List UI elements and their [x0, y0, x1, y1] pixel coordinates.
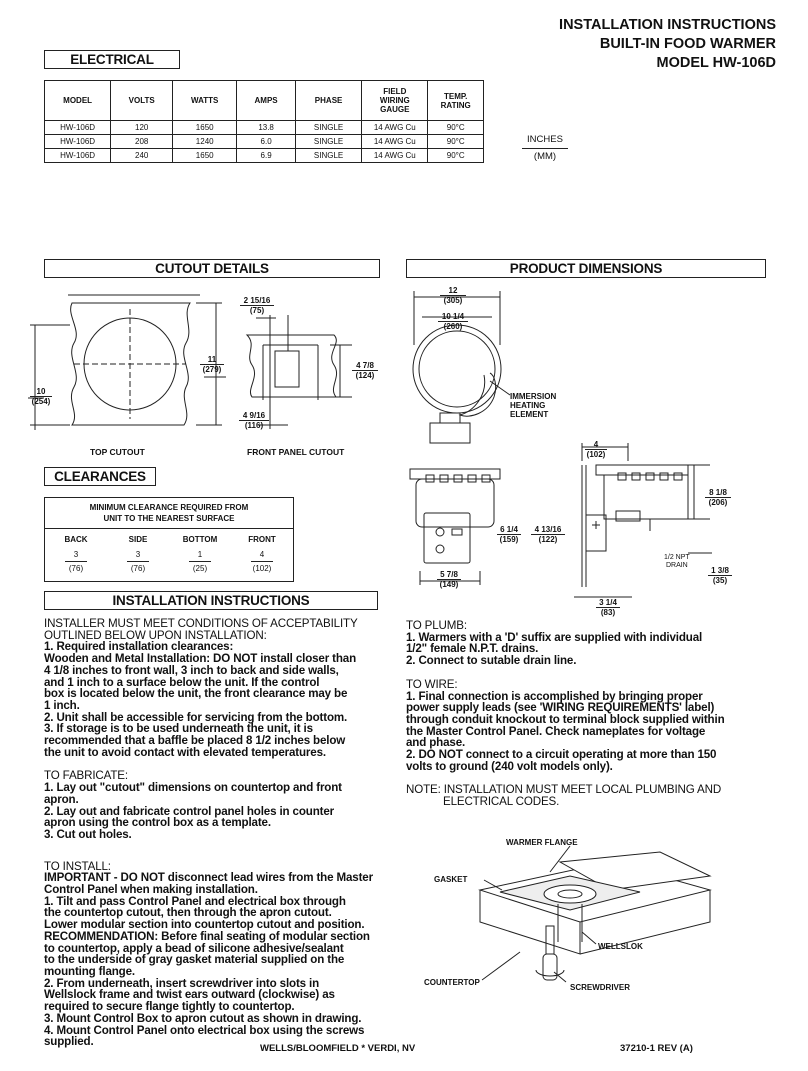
table-cell: 6.9 — [237, 149, 296, 163]
clearance-mm: (102) — [252, 564, 272, 573]
dim-3-1-4 — [596, 598, 620, 617]
fabricate-heading: TO FABRICATE: — [44, 769, 128, 783]
table-cell: 90°C — [428, 149, 484, 163]
left-instructions — [44, 618, 394, 1048]
dim-4-9-16-mm: (116) — [239, 420, 269, 430]
clearance-label: BOTTOM — [182, 535, 218, 544]
units-mm: (MM) — [533, 151, 557, 162]
dim-11 — [200, 355, 224, 374]
table-row — [45, 121, 484, 135]
install-line: required to secure flange tightly to countertop. — [44, 1000, 295, 1014]
plumb-line: 2. Connect to sutable drain line. — [406, 654, 577, 668]
wellslok-label: WELLSLOK — [598, 942, 643, 951]
clearance-side — [113, 535, 163, 573]
dim-2-15-16-in: 2 15/16 — [243, 296, 271, 305]
clearances-box — [44, 497, 294, 582]
clearance-front — [237, 535, 287, 573]
table-cell: 6.0 — [237, 135, 296, 149]
table-cell: 14 AWG Cu — [362, 149, 428, 163]
table-cell: 208 — [111, 135, 173, 149]
col-header-volts: VOLTS — [111, 81, 173, 121]
clearance-text-line: recommended that a baffle be placed 8 1/2 inches below — [44, 734, 346, 748]
table-cell: HW-106D — [45, 149, 111, 163]
dim-2-15-16 — [240, 296, 274, 315]
heating-element — [460, 373, 496, 416]
install-line: to countertop, apply a bead of silicone adhesive/sealant — [44, 941, 344, 955]
front-panel-cutout-caption: FRONT PANEL CUTOUT — [247, 447, 345, 457]
table-cell: 14 AWG Cu — [362, 121, 428, 135]
install-line: 2. From underneath, insert screwdriver into slots in — [44, 976, 320, 990]
install-line: Wellslock frame and twist ears outward (clockwise) as — [44, 988, 335, 1002]
install-line: IMPORTANT - DO NOT disconnect lead wires from the Master — [44, 871, 373, 885]
dim-2-15-16-mm: (75) — [240, 305, 274, 315]
table-cell: 13.8 — [237, 121, 296, 135]
dim-1-3-8-mm: (35) — [708, 575, 732, 585]
dim-6-1-4-mm: (159) — [497, 534, 521, 544]
drain-line-2: DRAIN — [665, 562, 688, 569]
table-cell: HW-106D — [45, 121, 111, 135]
document-title — [559, 16, 776, 73]
dim-6-1-4-in: 6 1/4 — [500, 525, 518, 534]
dim-3-1-4-in: 3 1/4 — [599, 598, 617, 607]
dim-4-13-16-mm: (122) — [531, 534, 565, 544]
table-row — [45, 135, 484, 149]
table-cell: 240 — [111, 149, 173, 163]
install-line: Control Panel when making installation. — [44, 883, 258, 897]
dim-8-1-8 — [705, 488, 731, 507]
clearance-label: BACK — [64, 535, 88, 544]
product-dimensions-header: PRODUCT DIMENSIONS — [406, 259, 766, 278]
screwdriver-shaft — [546, 926, 554, 954]
clearance-back — [51, 535, 101, 573]
installation-instructions-header: INSTALLATION INSTRUCTIONS — [44, 591, 378, 610]
gasket-label: GASKET — [434, 875, 468, 884]
dim-10 — [30, 387, 52, 406]
footer-company: WELLS/BLOOMFIELD * VERDI, NV — [260, 1043, 416, 1054]
flange-diagram — [410, 832, 740, 1002]
dim-10-in: 10 — [36, 387, 46, 396]
front-panel-outline — [247, 335, 337, 397]
install-line: mounting flange. — [44, 964, 135, 978]
countertop-label: COUNTERTOP — [424, 978, 480, 987]
table-header-row — [45, 81, 484, 121]
wire-line: 1. Final connection is accomplished by bringing proper — [406, 689, 703, 703]
electrical-table — [44, 80, 484, 163]
dim-4-13-16-in: 4 13/16 — [534, 525, 562, 534]
dim-12 — [440, 286, 466, 305]
table-cell: HW-106D — [45, 135, 111, 149]
clearance-text-line: 4 1/8 inches to front wall, 3 inch to back and side walls, — [44, 663, 339, 677]
immersion-line-3: ELEMENT — [510, 410, 549, 419]
fabricate-line: 2. Lay out and fabricate control panel holes in counter — [44, 804, 335, 818]
dim-12-mm: (305) — [440, 295, 466, 305]
dim-4-in: 4 — [593, 440, 599, 449]
dim-5-7-8-mm: (149) — [437, 579, 461, 589]
table-cell: SINGLE — [295, 135, 361, 149]
clearances-title-line-2: UNIT TO THE NEAREST SURFACE — [103, 514, 235, 523]
wellslok-ring — [544, 885, 596, 903]
install-line: RECOMMENDATION: Before final seating of modular section — [44, 929, 370, 943]
dim-10-1-4-in: 10 1/4 — [441, 312, 465, 321]
intro-line: INSTALLER MUST MEET CONDITIONS OF ACCEPTABILITY — [44, 617, 358, 630]
clearance-text-line: 1 inch. — [44, 698, 80, 712]
clearance-mm: (76) — [130, 564, 146, 573]
cutout-drawings — [0, 285, 400, 465]
clearance-mm: (25) — [192, 564, 208, 573]
clearance-text-line: 1. Required installation clearances: — [44, 640, 234, 654]
fabricate-line: apron using the control box as a template. — [44, 816, 271, 830]
electrical-header: ELECTRICAL — [44, 50, 180, 69]
fabricate-line: 3. Cut out holes. — [44, 827, 132, 841]
units-legend — [522, 132, 568, 165]
note-line: ELECTRICAL CODES. — [443, 795, 560, 809]
dim-6-1-4 — [497, 525, 521, 544]
wire-line: volts to ground (240 volt models only). — [406, 759, 613, 773]
col-header-phase: PHASE — [295, 81, 361, 121]
install-line: Lower modular section into countertop cutout and position. — [44, 918, 365, 932]
fabricate-line: 1. Lay out "cutout" dimensions on countertop and front — [44, 781, 342, 795]
right-instructions — [406, 620, 766, 808]
table-cell: 90°C — [428, 135, 484, 149]
footer-doc-number: 37210-1 REV (A) — [620, 1043, 693, 1054]
dim-5-7-8-in: 5 7/8 — [440, 570, 458, 579]
clearance-text-line: box is located below the unit, the front clearance may be — [44, 687, 348, 701]
immersion-label — [510, 392, 556, 419]
control-neck-top — [440, 413, 460, 423]
clearance-text-line: and 1 inch to a surface below the unit. If the control — [44, 675, 320, 689]
control-box-top — [430, 423, 470, 443]
cutout-details-header: CUTOUT DETAILS — [44, 259, 380, 278]
control-box-side — [586, 515, 606, 551]
dim-1-3-8 — [708, 566, 732, 585]
clearance-label: SIDE — [128, 535, 148, 544]
plumb-line: 1/2" female N.P.T. drains. — [406, 642, 539, 656]
dim-10-mm: (254) — [31, 397, 51, 406]
wire-line: the Master Control Panel. Check nameplates for voltage — [406, 724, 706, 738]
install-line: supplied. — [44, 1035, 94, 1049]
immersion-line-1: IMMERSION — [510, 392, 557, 401]
install-line: 1. Tilt and pass Control Panel and electrical box through — [44, 894, 346, 908]
table-cell: 90°C — [428, 121, 484, 135]
top-cutout-caption: TOP CUTOUT — [90, 447, 145, 457]
dim-12-in: 12 — [448, 286, 458, 295]
dim-10-1-4 — [438, 312, 468, 331]
title-line-1: INSTALLATION INSTRUCTIONS — [559, 17, 776, 33]
dim-11-in: 11 — [207, 355, 217, 364]
dim-4 — [585, 440, 607, 459]
screwdriver-label: SCREWDRIVER — [570, 983, 631, 992]
col-header-model: MODEL — [45, 81, 111, 121]
clearance-inches: 3 — [65, 550, 87, 562]
table-cell: SINGLE — [295, 149, 361, 163]
dim-4-7-8-in: 4 7/8 — [356, 361, 374, 370]
intro-line: OUTLINED BELOW UPON INSTALLATION: — [44, 628, 267, 642]
wire-line: through conduit knockout to terminal block supplied within — [406, 712, 725, 726]
note-line: NOTE: INSTALLATION MUST MEET LOCAL PLUMBING AND — [406, 783, 722, 797]
front-panel-opening — [275, 351, 299, 387]
dim-11-mm: (279) — [200, 364, 224, 374]
col-header-amps: AMPS — [237, 81, 296, 121]
plumb-line: 1. Warmers with a 'D' suffix are supplied with individual — [406, 630, 703, 644]
table-cell: 1240 — [173, 135, 237, 149]
wire-line: and phase. — [406, 736, 466, 750]
table-cell: 1650 — [173, 149, 237, 163]
immersion-line-2: HEATING — [510, 401, 546, 410]
drain-label — [664, 554, 690, 570]
install-line: 3. Mount Control Box to apron cutout as shown in drawing. — [44, 1011, 362, 1025]
clearance-inches: 4 — [251, 550, 273, 562]
warmer-flange-label: WARMER FLANGE — [506, 838, 578, 847]
table-cell: 120 — [111, 121, 173, 135]
clearance-label: FRONT — [248, 535, 276, 544]
clearances-title — [45, 498, 293, 529]
clearance-mm: (76) — [68, 564, 84, 573]
table-cell: 14 AWG Cu — [362, 135, 428, 149]
clearance-bottom — [175, 535, 225, 573]
pan-outer-circle — [413, 325, 501, 413]
wire-line: 2. DO NOT connect to a circuit operating at more than 150 — [406, 748, 717, 762]
clearance-text-line: 3. If storage is to be used underneath the unit, it is — [44, 722, 313, 736]
clearance-inches: 1 — [189, 550, 211, 562]
wire-line: power supply leads (see 'WIRING REQUIREMENTS' label) — [406, 701, 715, 715]
clearances-title-line-1: MINIMUM CLEARANCE REQUIRED FROM — [89, 503, 249, 512]
install-heading: TO INSTALL: — [44, 859, 111, 873]
table-cell: SINGLE — [295, 121, 361, 135]
fabricate-line: apron. — [44, 792, 79, 806]
clearance-text-line: Wooden and Metal Installation: DO NOT install closer than — [44, 652, 357, 666]
dim-4-7-8-mm: (124) — [352, 370, 378, 380]
table-row — [45, 149, 484, 163]
title-line-2: BUILT-IN FOOD WARMER — [599, 36, 776, 52]
dim-4-13-16 — [531, 525, 565, 544]
clearance-inches: 3 — [127, 550, 149, 562]
dim-10-1-4-mm: (260) — [438, 321, 468, 331]
dim-5-7-8 — [437, 570, 461, 589]
units-inches: INCHES — [522, 132, 568, 149]
wire-heading: TO WIRE: — [406, 677, 458, 691]
dim-8-1-8-mm: (206) — [705, 497, 731, 507]
plumb-heading: TO PLUMB: — [406, 619, 467, 632]
col-header-gauge: FIELD WIRING GAUGE — [362, 81, 428, 121]
dim-1-3-8-in: 1 3/8 — [711, 566, 729, 575]
dim-8-1-8-in: 8 1/8 — [709, 488, 727, 497]
dim-4-7-8 — [352, 361, 378, 380]
dim-4-mm: (102) — [586, 450, 606, 459]
clearances-columns — [45, 529, 293, 573]
pan-inner-circle — [419, 331, 495, 407]
title-line-3: MODEL HW-106D — [656, 55, 776, 71]
clearance-text-line: 2. Unit shall be accessible for servicing from the bottom. — [44, 710, 348, 724]
table-cell: 1650 — [173, 121, 237, 135]
dim-4-9-16 — [239, 411, 269, 430]
col-header-watts: WATTS — [173, 81, 237, 121]
install-line: 4. Mount Control Panel onto electrical box using the screws — [44, 1023, 365, 1037]
clearances-header: CLEARANCES — [44, 467, 156, 486]
install-line: the countertop cutout, then through the apron cutout. — [44, 906, 332, 920]
clearance-text-line: the unit to avoid contact with elevated temperatures. — [44, 745, 326, 759]
install-line: to the underside of gray gasket material supplied on the — [44, 953, 345, 967]
dim-4-9-16-in: 4 9/16 — [242, 411, 266, 420]
drain-line-1: 1/2 NPT — [664, 554, 690, 561]
col-header-temp: TEMP. RATING — [428, 81, 484, 121]
control-panel-front — [424, 513, 470, 563]
dim-3-1-4-mm: (83) — [596, 607, 620, 617]
